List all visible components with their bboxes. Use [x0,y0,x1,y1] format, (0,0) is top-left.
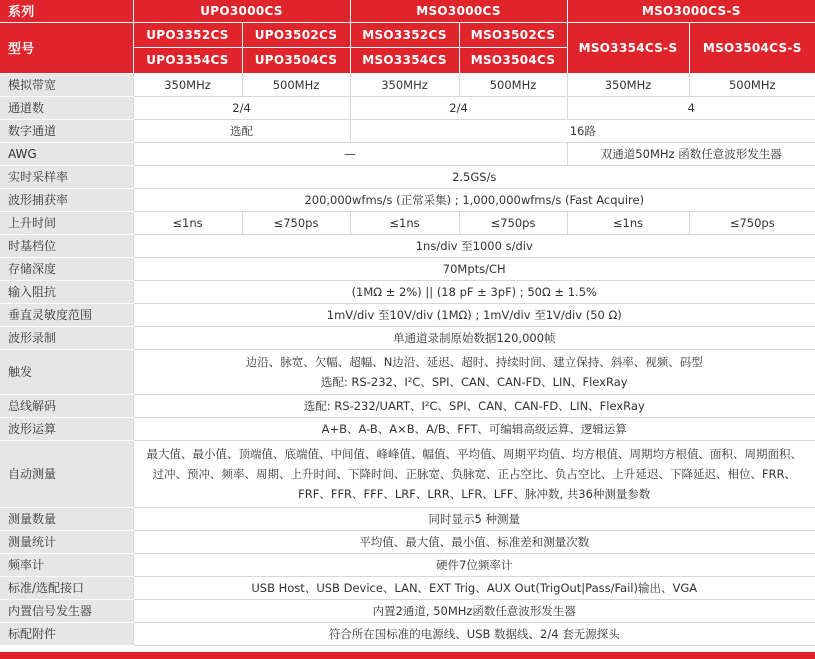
cell: 2/4 [133,96,350,119]
cell: 1mV/div 至10V/div (1MΩ) ; 1mV/div 至1V/div (50 Ω) [133,303,815,326]
cell [133,349,815,394]
cell: 4 [567,96,815,119]
cell: 符合所在国标准的电源线、USB 数据线、2/4 套无源探头 [133,622,815,645]
row-impedance [0,280,815,303]
cell [133,440,815,507]
row-recording [0,326,815,349]
row-label: 触发 [0,349,133,394]
model-mso3504cs-s: MSO3504CS-S [689,22,815,73]
row-label: 垂直灵敏度范围 [0,303,133,326]
cell: 350MHz [133,73,242,96]
row-label: 波形运算 [0,417,133,440]
model-header-row [0,22,815,47]
cell: 选配: RS-232/UART、I²C、SPI、CAN、CAN-FD、LIN、FlexRay [133,394,815,417]
row-label: AWG [0,142,133,165]
cell: 内置2通道, 50MHz函数任意波形发生器 [133,599,815,622]
bottom-accent-bar [0,652,815,659]
group-mso3000cs: MSO3000CS [350,0,567,22]
model-label: 型号 [0,22,133,73]
row-label: 存储深度 [0,257,133,280]
row-label: 测量数量 [0,507,133,530]
cell: 选配 [133,119,350,142]
cell-line: FRF、FFR、FFF、LRF、LRR、LFR、LFF、脉冲数, 共36种测量参数 [298,486,651,501]
model-upo3502cs: UPO3502CS [242,22,350,47]
group-mso3000cs-s: MSO3000CS-S [567,0,815,22]
row-wfm-rate [0,188,815,211]
row-label: 时基档位 [0,234,133,257]
model-mso3502cs: MSO3502CS [459,22,567,47]
row-sample-rate [0,165,815,188]
group-upo3000cs: UPO3000CS [133,0,350,22]
series-header-row [0,0,815,22]
row-math [0,417,815,440]
row-signal-generator [0,599,815,622]
cell: A+B、A-B、A×B、A/B、FFT、可编辑高级运算、逻辑运算 [133,417,815,440]
cell: (1MΩ ± 2%) || (18 pF ± 3pF) ; 50Ω ± 1.5% [133,280,815,303]
row-label: 模拟带宽 [0,73,133,96]
row-label: 频率计 [0,553,133,576]
cell: 双通道50MHz 函数任意波形发生器 [567,142,815,165]
row-label: 数字通道 [0,119,133,142]
row-memory [0,257,815,280]
cell: 同时显示5 种测量 [133,507,815,530]
row-counter [0,553,815,576]
cell: 单通道录制原始数据120,000帧 [133,326,815,349]
row-timebase [0,234,815,257]
cell: 500MHz [689,73,815,96]
row-rise-time [0,211,815,234]
cell: ≤1ns [133,211,242,234]
cell: ≤1ns [350,211,459,234]
cell: 500MHz [459,73,567,96]
cell: ≤750ps [689,211,815,234]
row-label: 自动测量 [0,440,133,507]
row-label: 波形捕获率 [0,188,133,211]
cell-line: 最大值、最小值、顶端值、底端值、中间值、峰峰值、幅值、平均值、周期平均值、均方根值、周期均方根值、面积、周期面积、 [146,446,802,461]
cell: 2/4 [350,96,567,119]
model-upo3354cs: UPO3354CS [133,47,242,73]
row-vertical-sensitivity [0,303,815,326]
cell: — [133,142,567,165]
model-mso3504cs: MSO3504CS [459,47,567,73]
cell-line: 边沿、脉宽、欠幅、超幅、N边沿、延迟、超时、持续时间、建立保持、斜率、视频、码型 [245,354,703,369]
row-label: 标准/选配接口 [0,576,133,599]
cell: 16路 [350,119,815,142]
model-mso3352cs: MSO3352CS [350,22,459,47]
row-trigger [0,349,815,394]
cell: 1ns/div 至1000 s/div [133,234,815,257]
row-label: 实时采样率 [0,165,133,188]
row-label: 测量统计 [0,530,133,553]
row-accessories [0,622,815,645]
row-label: 上升时间 [0,211,133,234]
cell: 70Mpts/CH [133,257,815,280]
row-meas-stats [0,530,815,553]
row-label: 标配附件 [0,622,133,645]
row-label: 总线解码 [0,394,133,417]
cell-line: 过冲、预冲、频率、周期、上升时间、下降时间、正脉宽、负脉宽、正占空比、负占空比、上升延迟、下降延迟、相位、FRR、 [152,466,797,481]
row-label: 内置信号发生器 [0,599,133,622]
row-interfaces [0,576,815,599]
cell: 200,000wfms/s (正常采集) ; 1,000,000wfms/s (Fast Acquire) [133,188,815,211]
series-label: 系列 [0,0,133,22]
row-digital [0,119,815,142]
model-mso3354cs-s: MSO3354CS-S [567,22,689,73]
row-bandwidth [0,73,815,96]
model-upo3504cs: UPO3504CS [242,47,350,73]
cell: ≤1ns [567,211,689,234]
row-awg [0,142,815,165]
cell: 2.5GS/s [133,165,815,188]
row-channels [0,96,815,119]
row-label: 输入阻抗 [0,280,133,303]
cell-line: 选配: RS-232、I²C、SPI、CAN、CAN-FD、LIN、FlexRay [320,374,628,389]
cell: 350MHz [350,73,459,96]
row-meas-count [0,507,815,530]
cell: USB Host、USB Device、LAN、EXT Trig、AUX Out(TrigOut|Pass/Fail)输出、VGA [133,576,815,599]
cell: 平均值、最大值、最小值、标准差和测量次数 [133,530,815,553]
cell: 500MHz [242,73,350,96]
cell: 硬件7位频率计 [133,553,815,576]
cell: 350MHz [567,73,689,96]
cell: ≤750ps [242,211,350,234]
row-label: 波形录制 [0,326,133,349]
cell: ≤750ps [459,211,567,234]
model-mso3354cs: MSO3354CS [350,47,459,73]
row-auto-measure [0,440,815,507]
model-upo3352cs: UPO3352CS [133,22,242,47]
row-label: 通道数 [0,96,133,119]
row-decode [0,394,815,417]
